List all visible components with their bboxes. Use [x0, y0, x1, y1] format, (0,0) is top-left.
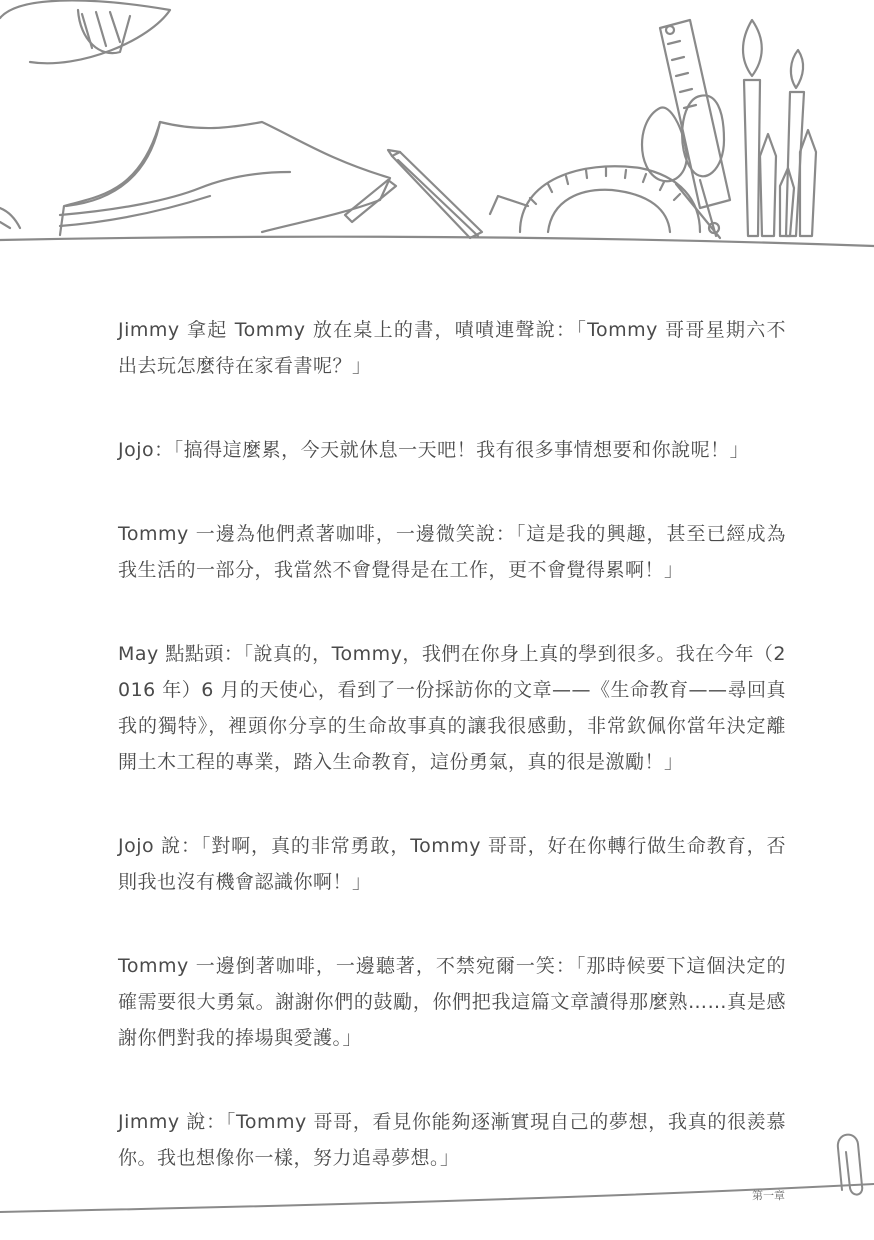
- pencil-icon: [388, 150, 482, 238]
- footer-illustration: [0, 1130, 874, 1240]
- protractor-icon: [490, 166, 700, 232]
- story-text: [118, 312, 786, 1224]
- header-illustration: [0, 0, 874, 260]
- open-book-icon: [0, 122, 396, 235]
- lamp-icon: [0, 0, 170, 63]
- paragraph: Jojo：「搞得這麼累，今天就休息一天吧！我有很多事情想要和你說呢！」: [118, 439, 750, 461]
- paintbrush-icon: [743, 20, 804, 236]
- paragraph: Jimmy 說：「Tommy 哥哥，看見你能夠逐漸實現自己的夢想，我真的很羨慕你。我也想像你一樣，努力追尋夢想。」: [118, 1111, 786, 1169]
- paragraph: Jojo 說：「對啊，真的非常勇敢，Tommy 哥哥，好在你轉行做生命教育，否則我也沒有機會認識你啊！」: [118, 835, 786, 893]
- chapter-label: 第一章: [752, 1189, 785, 1202]
- paragraph: May 點點頭：「說真的，Tommy，我們在你身上真的學到很多。我在今年（2016 年）6 月的天使心，看到了一份採訪你的文章——《生命教育——尋回真我的獨特》，裡頭你分享的生命故事真的讓我很感動，非常欽佩你當年決定離開土木工程的專業，踏入生命教育，這份勇氣，真的很是激勵！」: [118, 643, 786, 773]
- paragraph: Tommy 一邊為他們煮著咖啡，一邊微笑說：「這是我的興趣，甚至已經成為我生活的一部分，我當然不會覺得是在工作，更不會覺得累啊！」: [118, 523, 786, 581]
- paragraph: Tommy 一邊倒著咖啡，一邊聽著，不禁宛爾一笑：「那時候要下這個決定的確需要很大勇氣。謝謝你們的鼓勵，你們把我這篇文章讀得那麼熟……真是感謝你們對我的捧場與愛護。」: [118, 955, 786, 1049]
- paragraph: Jimmy 拿起 Tommy 放在桌上的書，嘖嘖連聲說：「Tommy 哥哥星期六不出去玩怎麼待在家看書呢？」: [118, 319, 786, 377]
